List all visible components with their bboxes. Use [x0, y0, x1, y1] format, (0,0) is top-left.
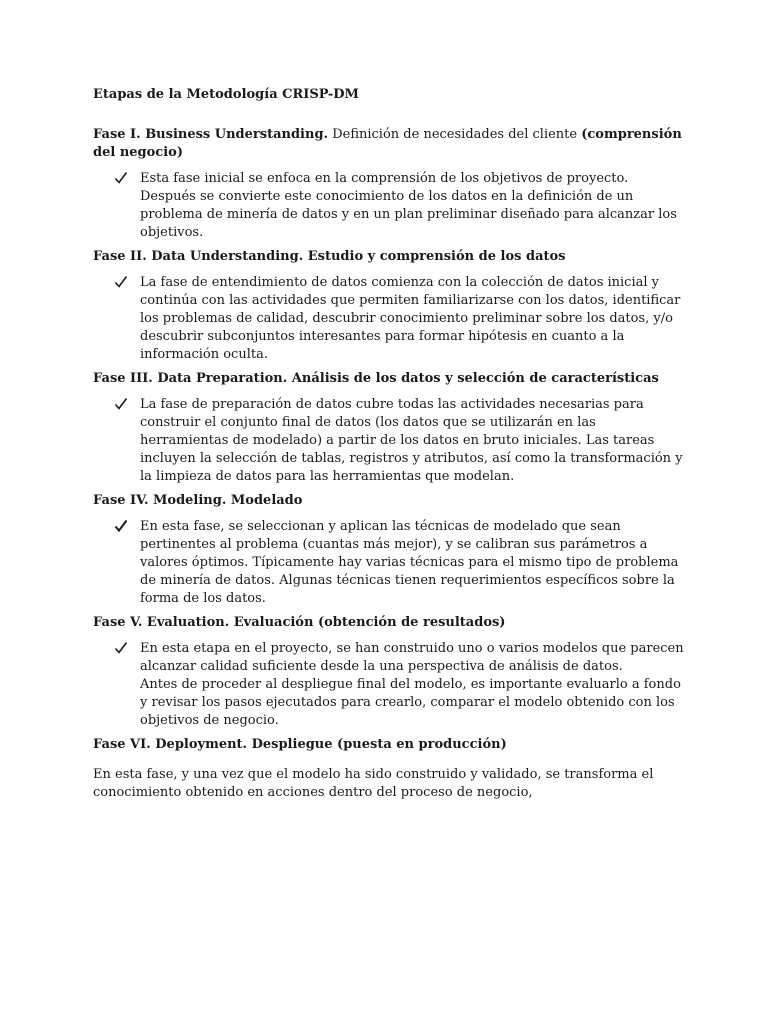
phase-1-heading-bold: Fase I. Business Understanding. — [93, 127, 329, 142]
bullet-text: La fase de entendimiento de datos comienza con la colección de datos inicial y continúa con las actividades que permiten familiarizarse con los datos, identificar los problemas de calidad, descubrir conocimiento preliminar sobre los datos, y/o descubrir subconjuntos interesantes para formar hipótesis en cuanto a la información oculta. — [140, 275, 681, 362]
list-item — [93, 396, 688, 486]
phase-1-heading — [93, 126, 688, 162]
phase-1-bullets — [93, 170, 688, 242]
phase-5-heading — [93, 614, 688, 632]
phase-2-heading-bold: Fase II. Data Understanding. Estudio y comprensión de los datos — [93, 249, 566, 264]
phase-3-heading — [93, 370, 688, 388]
checkmark-icon — [114, 170, 128, 186]
checkmark-icon — [114, 518, 128, 534]
phase-5-heading-bold: Fase V. Evaluation. Evaluación (obtención de resultados) — [93, 615, 506, 630]
list-item — [93, 274, 688, 364]
bullet-text: Esta fase inicial se enfoca en la comprensión de los objetivos de proyecto. Después se convierte este conocimiento de los datos en la definición de un problema de minería de datos y en un plan preliminar diseñado para alcanzar los objetivos. — [140, 171, 677, 240]
phase-1-heading-normal: Definición de necesidades del cliente — [328, 127, 582, 142]
phase-4-heading-bold: Fase IV. Modeling. Modelado — [93, 493, 303, 508]
bullet-text: En esta fase, se seleccionan y aplican las técnicas de modelado que sean pertinentes al problema (cuantas más mejor), y se calibran sus parámetros a valores óptimos. Típicamente hay varias técnicas para el mismo tipo de problema de minería de datos. Algunas técnicas tienen requerimientos específicos sobre la forma de los datos. — [140, 519, 679, 606]
list-item — [93, 518, 688, 608]
document-title: Etapas de la Metodología CRISP-DM — [93, 87, 359, 102]
phase-6-heading-bold: Fase VI. Deployment. Despliegue (puesta en producción) — [93, 737, 507, 752]
phase-6-heading — [93, 736, 688, 754]
bullet-text: La fase de preparación de datos cubre todas las actividades necesarias para construir el conjunto final de datos (los datos que se utilizarán en las herramientas de modelado) a partir de los datos en bruto iniciales. Las tareas incluyen la selección de tablas, registros y atributos, así como la transformación y la limpieza de datos para las herramientas que modelan. — [140, 397, 683, 484]
list-item — [93, 170, 688, 242]
checkmark-icon — [114, 396, 128, 412]
phase-4-heading — [93, 492, 688, 510]
phase-4-bullets — [93, 518, 688, 608]
phase-5-bullets — [93, 640, 688, 730]
list-item — [93, 640, 688, 730]
checkmark-icon — [114, 640, 128, 656]
bullet-text: En esta etapa en el proyecto, se han construido uno o varios modelos que parecen alcanzar calidad suficiente desde la una perspectiva de análisis de datos. — [140, 641, 684, 674]
checkmark-icon — [114, 274, 128, 290]
phase-2-heading — [93, 248, 688, 266]
phase-1-heading-bold-tail: (comprensión del negocio) — [93, 127, 682, 160]
phase-3-heading-bold: Fase III. Data Preparation. Análisis de los datos y selección de características — [93, 371, 659, 386]
phase-3-bullets — [93, 396, 688, 486]
phase-2-bullets — [93, 274, 688, 364]
bullet-text-continued: Antes de proceder al despliegue final del modelo, es importante evaluarlo a fondo y revisar los pasos ejecutados para crearlo, comparar el modelo obtenido con los objetivos de negocio. — [140, 677, 681, 728]
final-paragraph: En esta fase, y una vez que el modelo ha sido construido y validado, se transforma el conocimiento obtenido en acciones dentro del proceso de negocio, — [93, 767, 654, 800]
